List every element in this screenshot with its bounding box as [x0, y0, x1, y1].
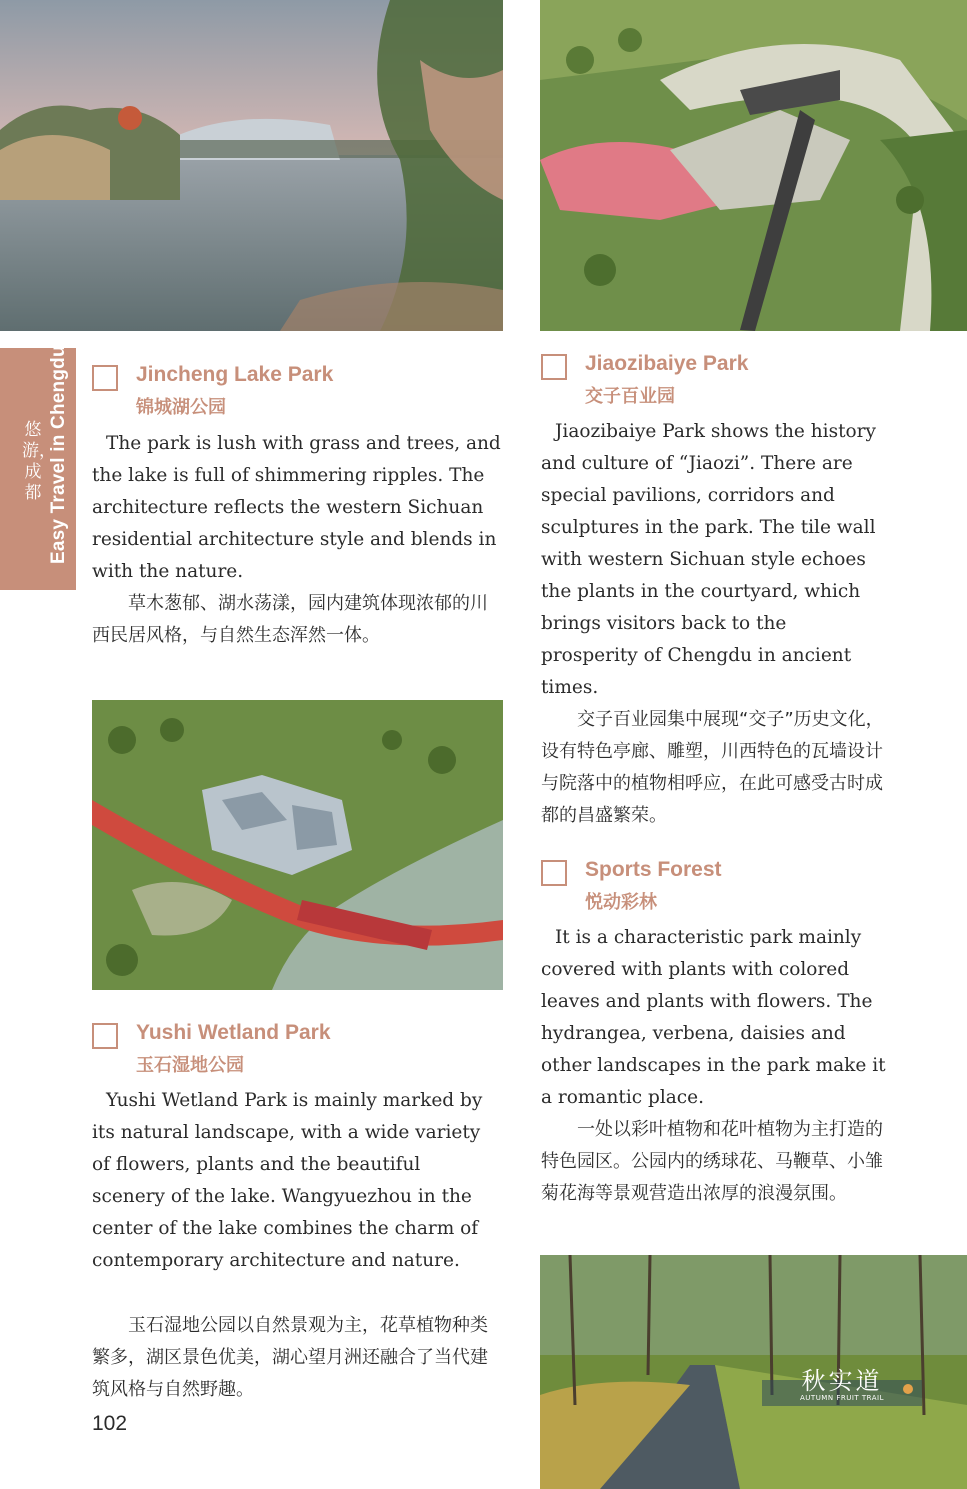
jiaozi-title-en: Jiaozibaiye Park	[585, 352, 749, 375]
trail-sign	[800, 1368, 884, 1402]
section-marker-box	[92, 1023, 118, 1049]
sports-title-cn: 悦动彩林	[585, 892, 657, 913]
yushi-title-en: Yushi Wetland Park	[136, 1021, 331, 1044]
sidebar-label-en: Easy Travel in Chengdu	[48, 345, 69, 564]
page-number: 102	[92, 1412, 128, 1435]
trail-sign-cn: 秋实道	[801, 1367, 883, 1395]
sports-forest-photo	[540, 1255, 967, 1489]
jiaozi-body-en: Jiaozibaiye Park shows the history and culture of “Jiaozi”. There are special pavilions, corridors and sculptures in the park. The tile wall with western Sichuan style echoes the plants in the courtyard, which brings visitors back to the prosperity of Chengdu in ancient times.	[541, 421, 876, 698]
section-marker-box	[541, 354, 567, 380]
sports-body-en: It is a characteristic park mainly covered with plants with colored leaves and plants with flowers. The hydrangea, verbena, daisies and other landscapes in the park make it a romantic place.	[541, 927, 886, 1108]
jincheng-body-cn: 草木葱郁、湖水荡漾，园内建筑体现浓郁的川西民居风格，与自然生态浑然一体。	[92, 593, 488, 646]
sidebar-label-cn: 悠游，成都	[22, 420, 56, 503]
jincheng-lake-photo	[0, 0, 503, 331]
jiaozi-title-cn: 交子百业园	[585, 386, 675, 407]
section-marker-box	[541, 860, 567, 886]
section-marker-box	[92, 365, 118, 391]
yushi-wetland-photo	[92, 700, 503, 990]
jiaozi-body-cn: 交子百业园集中展现“交子”历史文化，设有特色亭廊、雕塑，川西特色的瓦墙设计与院落中的植物相呼应，在此可感受古时成都的昌盛繁荣。	[541, 709, 884, 826]
sports-title-en: Sports Forest	[585, 858, 722, 881]
jiaozibaiye-park-photo	[540, 0, 967, 331]
yushi-body-cn: 玉石湿地公园以自然景观为主，花草植物种类繁多，湖区景色优美，湖心望月洲还融合了当代建筑风格与自然野趣。	[92, 1315, 488, 1400]
yushi-title-cn: 玉石湿地公园	[136, 1055, 244, 1076]
jincheng-body-en: The park is lush with grass and trees, and the lake is full of shimmering ripples. The architecture reflects the western Sichuan residential architecture style and blends in with the nature.	[92, 433, 501, 582]
jincheng-title-cn: 锦城湖公园	[136, 397, 226, 418]
sports-body-cn: 一处以彩叶植物和花叶植物为主打造的特色园区。公园内的绣球花、马鞭草、小雏菊花海等景观营造出浓厚的浪漫氛围。	[541, 1119, 883, 1204]
trail-sign-en: AUTUMN FRUIT TRAIL	[800, 1394, 885, 1402]
yushi-body-en: Yushi Wetland Park is mainly marked by its natural landscape, with a wide variety of flowers, plants and the beautiful scenery of the lake. Wangyuezhou in the center of the lake combines the charm of contemporary architecture and nature.	[92, 1090, 483, 1271]
jincheng-title-en: Jincheng Lake Park	[136, 363, 334, 386]
